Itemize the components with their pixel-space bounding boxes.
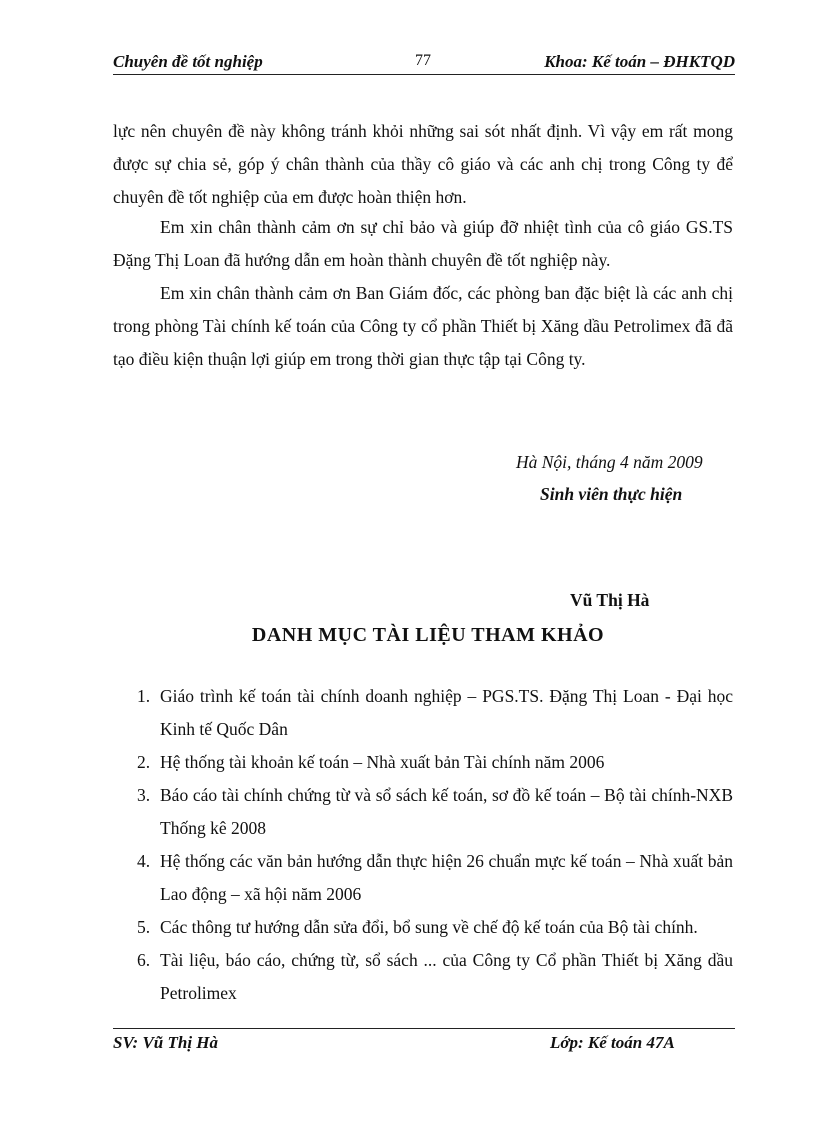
page-number: 77: [415, 52, 431, 69]
list-item-text: Hệ thống tài khoản kế toán – Nhà xuất bản Tài chính năm 2006: [160, 752, 605, 772]
list-item: [113, 845, 733, 911]
list-item-text: Tài liệu, báo cáo, chứng từ, sổ sách ... của Công ty Cổ phần Thiết bị Xăng dầu Petrolimex: [160, 950, 733, 1003]
signature-name: Vũ Thị Hà: [570, 590, 650, 610]
references-heading: DANH MỤC TÀI LIỆU THAM KHẢO: [251, 624, 605, 646]
list-item-number: 2.: [137, 752, 151, 772]
list-item-number: 6.: [137, 950, 151, 970]
list-item-number: 3.: [137, 785, 151, 805]
paragraph-thanks-supervisor: Em xin chân thành cảm ơn sự chỉ bảo và giúp đỡ nhiệt tình của cô giáo GS.TS Đặng Thị Loan đã hướng dẫn em hoàn thành chuyên đề tốt nghiệp này.: [113, 217, 733, 270]
list-item: [113, 944, 733, 1010]
paragraph-acknowledgement-continued: lực nên chuyên đề này không tránh khỏi những sai sót nhất định. Vì vậy em rất mong được sự chia sẻ, góp ý chân thành của thầy cô giáo và các anh chị trong Công ty để chuyên đề tốt nghiệp của em được hoàn thiện hơn.: [113, 121, 733, 207]
list-item: [113, 680, 733, 746]
header-document-type: Chuyên đề tốt nghiệp: [113, 52, 263, 71]
references-list: [113, 680, 733, 1010]
signature-title: Sinh viên thực hiện: [540, 484, 683, 504]
list-item: [113, 779, 733, 845]
page-footer: [113, 1028, 735, 1059]
list-item: [113, 911, 733, 944]
page-header: [113, 50, 735, 75]
list-item-text: Báo cáo tài chính chứng từ và sổ sách kế toán, sơ đồ kế toán – Bộ tài chính-NXB Thống kê 2008: [160, 785, 733, 838]
header-faculty: Khoa: Kế toán – ĐHKTQD: [544, 52, 735, 71]
list-item-text: Hệ thống các văn bản hướng dẫn thực hiện 26 chuẩn mực kế toán – Nhà xuất bản Lao động – xã hội năm 2006: [160, 851, 733, 904]
list-item: [113, 746, 733, 779]
footer-student: SV: Vũ Thị Hà: [113, 1033, 219, 1052]
list-item-text: Các thông tư hướng dẫn sửa đổi, bổ sung về chế độ kế toán của Bộ tài chính.: [160, 917, 698, 937]
list-item-number: 1.: [137, 686, 151, 706]
list-item-number: 4.: [137, 851, 151, 871]
footer-class: Lớp: Kế toán 47A: [550, 1033, 675, 1052]
list-item-text: Giáo trình kế toán tài chính doanh nghiệp – PGS.TS. Đặng Thị Loan - Đại học Kinh tế Quốc Dân: [160, 686, 733, 739]
signature-place-date: Hà Nội, tháng 4 năm 2009: [516, 452, 703, 472]
list-item-number: 5.: [137, 917, 151, 937]
paragraph-thanks-company: Em xin chân thành cảm ơn Ban Giám đốc, các phòng ban đặc biệt là các anh chị trong phòng Tài chính kế toán của Công ty cổ phần Thiết bị Xăng dầu Petrolimex đã đã tạo điều kiện thuận lợi giúp em trong thời gian thực tập tại Công ty.: [113, 283, 733, 369]
